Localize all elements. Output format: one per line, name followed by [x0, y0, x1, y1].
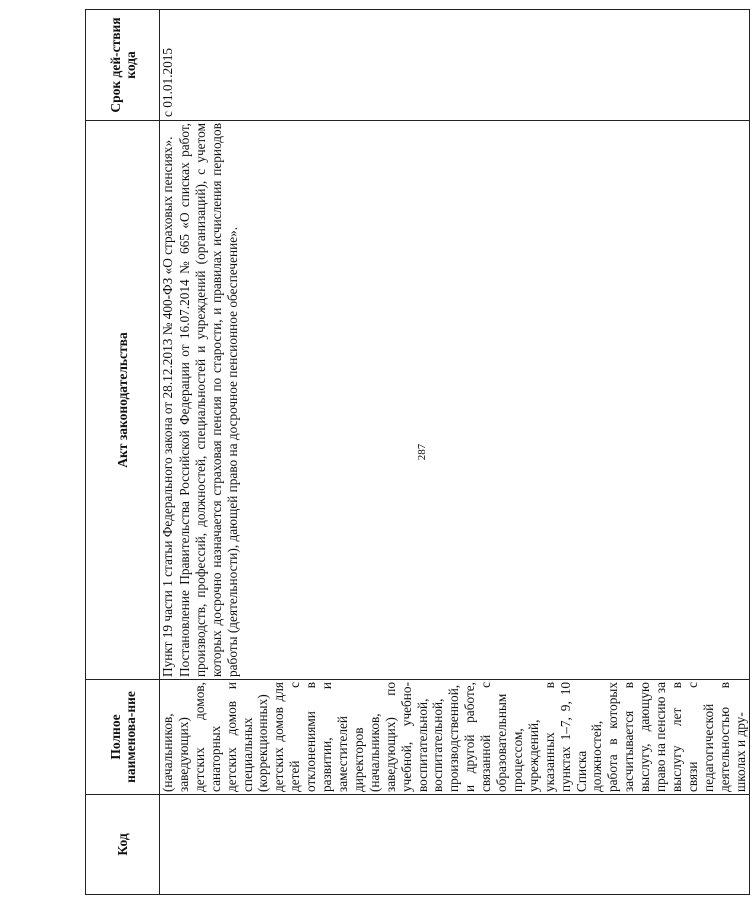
- cell-code: [160, 795, 750, 895]
- cell-act: [160, 121, 750, 680]
- cell-full-name: (начальников, заведующих) детских домов, санаторных детских домов и специальных (коррекционных) детских домов для детей с отклонениями в развитии, и заместителей директоров (начальников, заведующих) по учебной, учебно-воспитательной, воспитательной, производственной, и другой работе, связанной с образовательным процессом, учреждений, указанных в пунктах 1–7, 9, 10 Списка должностей, работа в которых засчитывается в выслугу, дающую право на пенсию за выслугу лет в связи с педагогической деятельностью в школах и дру-: [160, 680, 750, 795]
- header-full-name: Полное наименова-ние: [86, 680, 160, 795]
- header-validity: Срок дей-ствия кода: [86, 10, 160, 121]
- page-number: 287: [416, 443, 428, 461]
- header-act: Акт законодательства: [86, 121, 160, 680]
- header-code: Код: [86, 795, 160, 895]
- table-row: [160, 10, 750, 895]
- cell-validity: с 01.01.2015: [160, 10, 750, 121]
- document-table-rotated: [85, 10, 748, 895]
- act-paragraph-2: Постановление Правительства Российской Федерации от 16.07.2014 № 665 «О списках работ, производств, профессий, должностей, специальностей и учреждений (организаций), с учетом которых досрочно назначается страховая пенсия по старости, и правилах исчисления периодов работы (деятельности), дающей право на досрочное пенсионное обеспечение».: [176, 123, 240, 677]
- legislation-table: [85, 9, 750, 895]
- act-paragraph-1: Пункт 19 части 1 статьи Федерального закона от 28.12.2013 № 400-ФЗ «О страховых пенсиях».: [160, 136, 175, 677]
- table-header-row: [86, 10, 160, 895]
